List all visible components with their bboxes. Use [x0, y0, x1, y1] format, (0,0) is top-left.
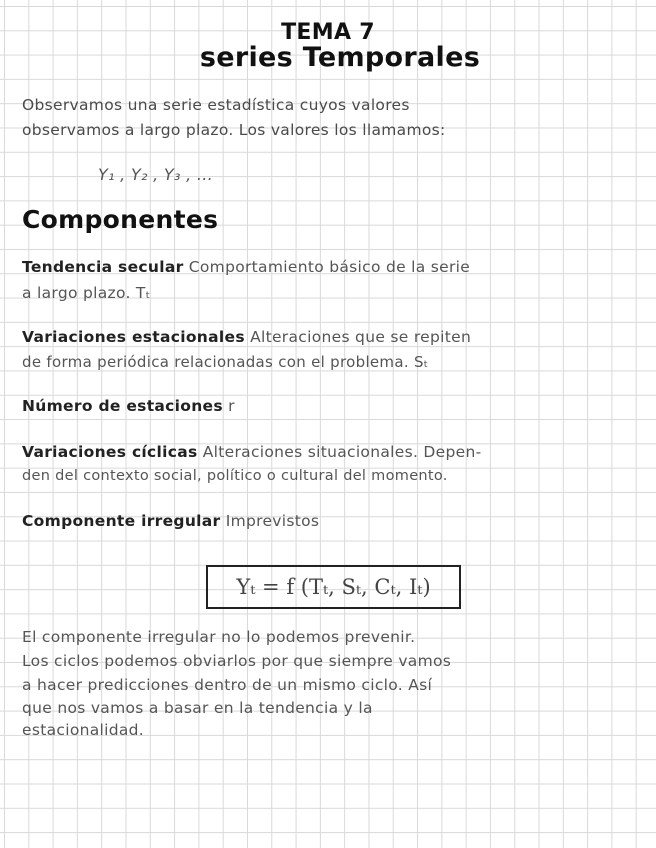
intro-line-1: Observamos una serie estadística cuyos valores	[22, 96, 410, 114]
closing-line-4: que nos vamos a basar en la tendencia y la	[22, 699, 373, 717]
intro-line-2: observamos a largo plazo. Los valores los llamamos:	[22, 121, 446, 139]
irregular-desc: Imprevistos	[220, 512, 320, 530]
page-subtitle: series Temporales	[199, 42, 481, 73]
irregular-term: Componente irregular	[22, 512, 221, 530]
formula-box	[206, 565, 461, 609]
tendencia-desc-2: a largo plazo. Tₜ	[22, 284, 151, 302]
numero-line	[22, 397, 235, 415]
section-title: Componentes	[22, 205, 219, 234]
closing-line-5: estacionalidad.	[22, 721, 145, 739]
irregular-line	[22, 512, 319, 530]
tendencia-desc-1: Comportamiento básico de la serie	[183, 258, 471, 276]
page-title: TEMA 7	[281, 20, 375, 45]
tendencia-line-1	[22, 258, 470, 276]
estacionales-desc-1: Alteraciones que se repiten	[244, 328, 472, 346]
numero-desc: r	[222, 397, 235, 415]
closing-line-2: Los ciclos podemos obviarlos por que siempre vamos	[22, 652, 452, 670]
numero-term: Número de estaciones	[22, 397, 223, 415]
ciclicas-line-1	[22, 443, 481, 461]
ciclicas-term: Variaciones cíclicas	[22, 443, 198, 461]
tendencia-term: Tendencia secular	[22, 258, 184, 276]
closing-line-1: El componente irregular no lo podemos prevenir.	[22, 628, 416, 646]
estacionales-line-1	[22, 328, 471, 346]
ciclicas-desc-2: den del contexto social, político o cultural del momento.	[22, 468, 448, 484]
ciclicas-desc-1: Alteraciones situacionales. Depen-	[197, 443, 482, 461]
estacionales-term: Variaciones estacionales	[22, 328, 245, 346]
variables-list: Y₁ , Y₂ , Y₃ , ...	[98, 165, 213, 184]
closing-line-3: a hacer predicciones dentro de un mismo ciclo. Así	[22, 676, 433, 694]
formula-text: Yₜ = f (Tₜ, Sₜ, Cₜ, Iₜ)	[236, 575, 431, 599]
estacionales-desc-2: de forma periódica relacionadas con el problema. Sₜ	[22, 353, 429, 371]
